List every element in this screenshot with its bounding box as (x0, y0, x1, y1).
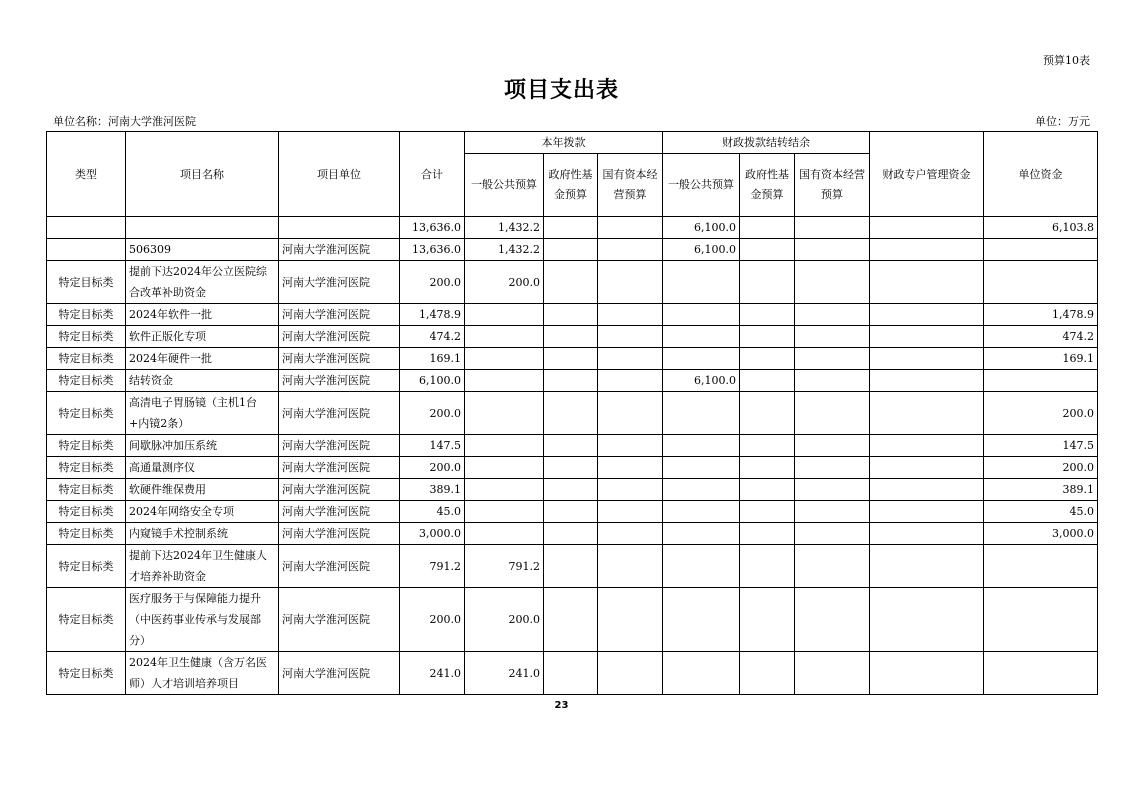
cell-g1-state-capital-budget (598, 304, 663, 326)
cell-g1-general-budget (465, 523, 544, 545)
cell-g1-state-capital-budget (598, 501, 663, 523)
project-expenditure-table (46, 131, 1098, 695)
cell-unit-fund (984, 239, 1098, 261)
cell-special-account-fund (870, 239, 984, 261)
cell-g1-general-budget (465, 304, 544, 326)
table-row (47, 545, 1098, 588)
cell-special-account-fund (870, 261, 984, 304)
cell-project-name: 2024年硬件一批 (126, 348, 279, 370)
cell-type: 特定目标类 (47, 479, 126, 501)
cell-type: 特定目标类 (47, 435, 126, 457)
cell-type: 特定目标类 (47, 501, 126, 523)
cell-g1-state-capital-budget (598, 523, 663, 545)
cell-g1-state-capital-budget (598, 326, 663, 348)
cell-type: 特定目标类 (47, 261, 126, 304)
cell-g2-general-budget (663, 435, 740, 457)
cell-g2-general-budget (663, 348, 740, 370)
cell-g2-gov-fund-budget (740, 370, 795, 392)
cell-g2-state-capital-budget (795, 652, 870, 695)
cell-g1-gov-fund-budget (544, 523, 598, 545)
header-g2-state-capital-budget: 国有资本经营预算 (795, 154, 870, 217)
cell-g2-state-capital-budget (795, 304, 870, 326)
cell-total: 1,478.9 (400, 304, 465, 326)
cell-g2-general-budget: 6,100.0 (663, 217, 740, 239)
cell-g2-gov-fund-budget (740, 523, 795, 545)
cell-project-name: 高清电子胃肠镜（主机1台+内镜2条） (126, 392, 279, 435)
cell-project-unit: 河南大学淮河医院 (279, 239, 400, 261)
cell-special-account-fund (870, 479, 984, 501)
cell-type: 特定目标类 (47, 370, 126, 392)
cell-total: 6,100.0 (400, 370, 465, 392)
cell-g2-gov-fund-budget (740, 479, 795, 501)
cell-unit-fund: 200.0 (984, 392, 1098, 435)
table-row (47, 523, 1098, 545)
cell-project-name: 软件正版化专项 (126, 326, 279, 348)
table-row (47, 217, 1098, 239)
cell-g2-general-budget (663, 392, 740, 435)
cell-total: 200.0 (400, 392, 465, 435)
cell-g1-gov-fund-budget (544, 261, 598, 304)
header-g2-gov-fund-budget: 政府性基金预算 (740, 154, 795, 217)
header-g1-general-budget: 一般公共预算 (465, 154, 544, 217)
table-row (47, 239, 1098, 261)
cell-g2-gov-fund-budget (740, 545, 795, 588)
cell-g2-gov-fund-budget (740, 435, 795, 457)
page-title: 项目支出表 (503, 78, 619, 103)
table-row (47, 479, 1098, 501)
table-row (47, 370, 1098, 392)
cell-g1-general-budget: 241.0 (465, 652, 544, 695)
cell-g1-gov-fund-budget (544, 304, 598, 326)
cell-g2-gov-fund-budget (740, 326, 795, 348)
cell-special-account-fund (870, 326, 984, 348)
cell-g1-general-budget: 1,432.2 (465, 217, 544, 239)
cell-project-name: 提前下达2024年卫生健康人才培养补助资金 (126, 545, 279, 588)
cell-g2-general-budget (663, 457, 740, 479)
table-row (47, 348, 1098, 370)
cell-project-name (126, 217, 279, 239)
cell-g2-state-capital-budget (795, 217, 870, 239)
cell-special-account-fund (870, 304, 984, 326)
header-current-year-appropriation: 本年拨款 (465, 132, 663, 154)
cell-unit-fund (984, 370, 1098, 392)
cell-total: 3,000.0 (400, 523, 465, 545)
cell-g1-gov-fund-budget (544, 501, 598, 523)
cell-unit-fund: 6,103.8 (984, 217, 1098, 239)
table-row (47, 392, 1098, 435)
cell-g1-general-budget (465, 370, 544, 392)
cell-g2-general-budget (663, 545, 740, 588)
cell-type: 特定目标类 (47, 588, 126, 652)
cell-special-account-fund (870, 370, 984, 392)
cell-g1-general-budget (465, 457, 544, 479)
cell-project-name: 2024年软件一批 (126, 304, 279, 326)
cell-special-account-fund (870, 523, 984, 545)
cell-unit-fund (984, 261, 1098, 304)
cell-g2-state-capital-budget (795, 457, 870, 479)
cell-project-unit: 河南大学淮河医院 (279, 588, 400, 652)
cell-total: 169.1 (400, 348, 465, 370)
cell-type (47, 239, 126, 261)
table-reference-label: 预算10表 (1043, 54, 1090, 67)
cell-g1-state-capital-budget (598, 588, 663, 652)
cell-g2-gov-fund-budget (740, 392, 795, 435)
cell-g1-general-budget (465, 501, 544, 523)
cell-type: 特定目标类 (47, 457, 126, 479)
cell-project-name: 2024年网络安全专项 (126, 501, 279, 523)
cell-project-unit: 河南大学淮河医院 (279, 545, 400, 588)
cell-g2-state-capital-budget (795, 239, 870, 261)
header-type: 类型 (47, 132, 126, 217)
cell-g1-general-budget (465, 479, 544, 501)
cell-g2-state-capital-budget (795, 261, 870, 304)
cell-type: 特定目标类 (47, 523, 126, 545)
cell-total: 791.2 (400, 545, 465, 588)
cell-type: 特定目标类 (47, 348, 126, 370)
cell-g1-gov-fund-budget (544, 545, 598, 588)
cell-g1-gov-fund-budget (544, 435, 598, 457)
cell-g1-state-capital-budget (598, 348, 663, 370)
cell-special-account-fund (870, 501, 984, 523)
table-row (47, 501, 1098, 523)
cell-g1-state-capital-budget (598, 261, 663, 304)
cell-project-name: 结转资金 (126, 370, 279, 392)
cell-total: 13,636.0 (400, 239, 465, 261)
header-g2-general-budget: 一般公共预算 (663, 154, 740, 217)
header-g1-gov-fund-budget: 政府性基金预算 (544, 154, 598, 217)
cell-g1-general-budget (465, 348, 544, 370)
cell-project-unit: 河南大学淮河医院 (279, 457, 400, 479)
cell-special-account-fund (870, 545, 984, 588)
cell-g1-state-capital-budget (598, 435, 663, 457)
table-row (47, 261, 1098, 304)
cell-total: 200.0 (400, 588, 465, 652)
cell-g2-state-capital-budget (795, 435, 870, 457)
cell-g1-gov-fund-budget (544, 348, 598, 370)
cell-type: 特定目标类 (47, 326, 126, 348)
cell-g2-gov-fund-budget (740, 457, 795, 479)
cell-g1-state-capital-budget (598, 239, 663, 261)
cell-type: 特定目标类 (47, 392, 126, 435)
cell-type: 特定目标类 (47, 545, 126, 588)
cell-total: 200.0 (400, 457, 465, 479)
cell-unit-fund (984, 588, 1098, 652)
cell-special-account-fund (870, 588, 984, 652)
cell-unit-fund: 147.5 (984, 435, 1098, 457)
table-row (47, 304, 1098, 326)
cell-g1-general-budget (465, 326, 544, 348)
cell-g2-general-budget (663, 523, 740, 545)
cell-project-name: 内窥镜手术控制系统 (126, 523, 279, 545)
table-row (47, 435, 1098, 457)
cell-g2-general-budget (663, 304, 740, 326)
header-g1-state-capital-budget: 国有资本经营预算 (598, 154, 663, 217)
cell-g2-state-capital-budget (795, 479, 870, 501)
cell-special-account-fund (870, 652, 984, 695)
cell-special-account-fund (870, 457, 984, 479)
cell-project-unit: 河南大学淮河医院 (279, 523, 400, 545)
cell-project-unit: 河南大学淮河医院 (279, 501, 400, 523)
cell-g2-state-capital-budget (795, 392, 870, 435)
cell-g2-gov-fund-budget (740, 217, 795, 239)
cell-project-unit (279, 217, 400, 239)
header-project-name: 项目名称 (126, 132, 279, 217)
unit-label: 单位：万元 (1035, 115, 1090, 128)
cell-g2-general-budget (663, 501, 740, 523)
cell-total: 474.2 (400, 326, 465, 348)
cell-g1-general-budget (465, 392, 544, 435)
cell-g1-state-capital-budget (598, 457, 663, 479)
organization-label: 单位名称：河南大学淮河医院 (53, 115, 196, 128)
cell-g2-general-budget: 6,100.0 (663, 370, 740, 392)
cell-g1-state-capital-budget (598, 392, 663, 435)
table-row (47, 326, 1098, 348)
header-unit-fund: 单位资金 (984, 132, 1098, 217)
cell-project-name: 2024年卫生健康（含万名医师）人才培训培养项目 (126, 652, 279, 695)
cell-g1-state-capital-budget (598, 217, 663, 239)
cell-project-unit: 河南大学淮河医院 (279, 435, 400, 457)
cell-project-name: 间歇脉冲加压系统 (126, 435, 279, 457)
cell-unit-fund: 389.1 (984, 479, 1098, 501)
cell-total: 389.1 (400, 479, 465, 501)
header-fiscal-carryover: 财政拨款结转结余 (663, 132, 870, 154)
cell-g1-general-budget (465, 435, 544, 457)
cell-unit-fund: 169.1 (984, 348, 1098, 370)
cell-g1-gov-fund-budget (544, 217, 598, 239)
cell-g2-state-capital-budget (795, 523, 870, 545)
cell-g1-state-capital-budget (598, 479, 663, 501)
cell-project-unit: 河南大学淮河医院 (279, 261, 400, 304)
cell-g2-general-budget: 6,100.0 (663, 239, 740, 261)
cell-g2-state-capital-budget (795, 348, 870, 370)
cell-total: 13,636.0 (400, 217, 465, 239)
header-total: 合计 (400, 132, 465, 217)
cell-unit-fund: 200.0 (984, 457, 1098, 479)
cell-unit-fund: 3,000.0 (984, 523, 1098, 545)
cell-g2-gov-fund-budget (740, 261, 795, 304)
cell-g2-state-capital-budget (795, 545, 870, 588)
cell-project-unit: 河南大学淮河医院 (279, 652, 400, 695)
cell-total: 200.0 (400, 261, 465, 304)
cell-unit-fund: 1,478.9 (984, 304, 1098, 326)
cell-g1-general-budget: 200.0 (465, 588, 544, 652)
cell-total: 241.0 (400, 652, 465, 695)
cell-project-unit: 河南大学淮河医院 (279, 348, 400, 370)
cell-project-unit: 河南大学淮河医院 (279, 370, 400, 392)
cell-g2-gov-fund-budget (740, 304, 795, 326)
cell-g2-state-capital-budget (795, 370, 870, 392)
cell-special-account-fund (870, 392, 984, 435)
cell-g1-gov-fund-budget (544, 370, 598, 392)
cell-project-unit: 河南大学淮河医院 (279, 392, 400, 435)
cell-unit-fund (984, 545, 1098, 588)
cell-g2-gov-fund-budget (740, 501, 795, 523)
cell-g1-gov-fund-budget (544, 392, 598, 435)
cell-g2-general-budget (663, 326, 740, 348)
cell-project-name: 提前下达2024年公立医院综合改革补助资金 (126, 261, 279, 304)
cell-g2-gov-fund-budget (740, 588, 795, 652)
cell-project-name: 软硬件维保费用 (126, 479, 279, 501)
cell-g1-state-capital-budget (598, 370, 663, 392)
cell-g1-state-capital-budget (598, 545, 663, 588)
cell-g1-gov-fund-budget (544, 479, 598, 501)
cell-g2-state-capital-budget (795, 501, 870, 523)
cell-g2-general-budget (663, 479, 740, 501)
table-row (47, 457, 1098, 479)
cell-unit-fund: 474.2 (984, 326, 1098, 348)
cell-g1-gov-fund-budget (544, 588, 598, 652)
cell-g1-gov-fund-budget (544, 652, 598, 695)
cell-g1-state-capital-budget (598, 652, 663, 695)
header-project-unit: 项目单位 (279, 132, 400, 217)
cell-unit-fund (984, 652, 1098, 695)
cell-g1-general-budget: 791.2 (465, 545, 544, 588)
cell-g2-state-capital-budget (795, 588, 870, 652)
cell-g2-gov-fund-budget (740, 652, 795, 695)
cell-g1-general-budget: 200.0 (465, 261, 544, 304)
cell-project-name: 506309 (126, 239, 279, 261)
table-row (47, 588, 1098, 652)
cell-project-name: 医疗服务于与保障能力提升（中医药事业传承与发展部分） (126, 588, 279, 652)
cell-g2-general-budget (663, 652, 740, 695)
cell-type (47, 217, 126, 239)
cell-g2-gov-fund-budget (740, 239, 795, 261)
cell-project-unit: 河南大学淮河医院 (279, 304, 400, 326)
cell-g2-general-budget (663, 588, 740, 652)
cell-project-unit: 河南大学淮河医院 (279, 326, 400, 348)
cell-g2-state-capital-budget (795, 326, 870, 348)
cell-g1-general-budget: 1,432.2 (465, 239, 544, 261)
cell-g1-gov-fund-budget (544, 239, 598, 261)
cell-project-unit: 河南大学淮河医院 (279, 479, 400, 501)
table-row (47, 652, 1098, 695)
header-special-account-fund: 财政专户管理资金 (870, 132, 984, 217)
cell-type: 特定目标类 (47, 304, 126, 326)
cell-special-account-fund (870, 217, 984, 239)
cell-g1-gov-fund-budget (544, 326, 598, 348)
page-number: 23 (554, 700, 569, 711)
cell-unit-fund: 45.0 (984, 501, 1098, 523)
cell-project-name: 高通量测序仪 (126, 457, 279, 479)
cell-g2-general-budget (663, 261, 740, 304)
cell-g1-gov-fund-budget (544, 457, 598, 479)
cell-special-account-fund (870, 348, 984, 370)
cell-total: 147.5 (400, 435, 465, 457)
cell-type: 特定目标类 (47, 652, 126, 695)
cell-g2-gov-fund-budget (740, 348, 795, 370)
cell-total: 45.0 (400, 501, 465, 523)
cell-special-account-fund (870, 435, 984, 457)
